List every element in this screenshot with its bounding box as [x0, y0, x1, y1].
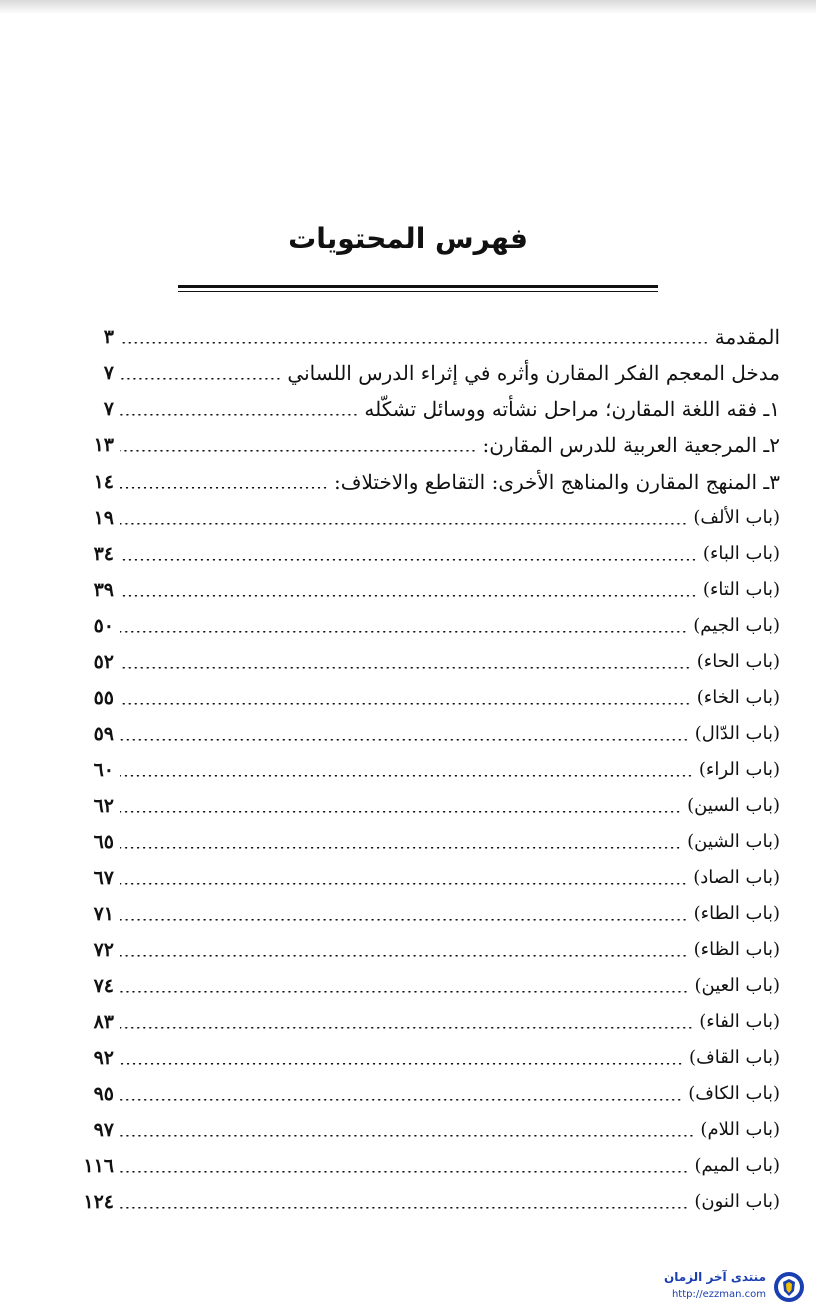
dot-leader [120, 775, 693, 777]
toc-row [62, 753, 780, 783]
toc-row [62, 1113, 780, 1143]
toc-page-number: ١٢٤ [83, 1191, 114, 1213]
toc-entry-label: (باب الخاء) [696, 687, 780, 708]
toc-row [62, 1185, 780, 1215]
dot-leader [120, 991, 688, 993]
dot-leader [120, 523, 687, 525]
toc-page-number: ١٤ [93, 471, 114, 493]
dot-leader [120, 414, 358, 416]
toc-entry-label: (باب الشين) [687, 831, 780, 852]
toc-page-number: ٣ [103, 326, 114, 348]
dot-leader [120, 595, 697, 597]
dot-leader [120, 450, 476, 452]
toc-row [62, 681, 780, 711]
toc-entry-label: (باب القاف) [689, 1047, 780, 1068]
dot-leader [120, 703, 691, 705]
toc-page-number: ٦٧ [93, 867, 114, 889]
toc-entry-label: (باب الطاء) [693, 903, 780, 924]
toc-page-number: ١٩ [93, 507, 114, 529]
dot-leader [120, 811, 681, 813]
toc-page-number: ٨٣ [93, 1011, 114, 1033]
toc-entry-label: (باب الصاد) [693, 867, 780, 888]
toc-entry-label: المقدمة [714, 325, 780, 349]
toc-row [62, 501, 780, 531]
toc-page-number: ١٣ [93, 434, 114, 456]
toc-page-number: ٧٢ [93, 939, 114, 961]
toc-page-number: ٧٤ [93, 975, 114, 997]
dot-leader [120, 559, 697, 561]
toc-page-number: ٣٩ [93, 579, 114, 601]
dot-leader [120, 1063, 683, 1065]
toc-entry-label: (باب الدّال) [694, 723, 780, 744]
toc-row [62, 897, 780, 927]
toc-entry-label: (باب التاء) [702, 579, 780, 600]
toc-row [62, 789, 780, 819]
dot-leader [120, 487, 328, 489]
toc-page-number: ٧ [103, 362, 114, 384]
toc-page-number: ٧١ [93, 903, 114, 925]
toc-row [62, 1149, 780, 1179]
toc-page-number: ١١٦ [83, 1155, 114, 1177]
toc-entry-label: (باب الفاء) [699, 1011, 780, 1032]
toc-page-number: ٥٢ [93, 651, 114, 673]
dot-leader [120, 378, 281, 380]
toc-entry-label: (باب العين) [694, 975, 780, 996]
toc-entry-label: (باب الكاف) [688, 1083, 780, 1104]
toc-row [62, 537, 780, 567]
toc-entry-label: (باب الراء) [698, 759, 780, 780]
toc-entry-label: ٣ـ المنهج المقارن والمناهج الأخرى: التقاطع والاختلاف: [334, 470, 780, 494]
toc-entry-label: (باب الحاء) [696, 651, 780, 672]
toc-page-number: ٩٥ [93, 1083, 114, 1105]
dot-leader [120, 342, 709, 344]
dot-leader [120, 1135, 694, 1137]
toc-page-number: ٩٧ [93, 1119, 114, 1141]
toc-entry-label: (باب اللام) [700, 1119, 780, 1140]
toc-entry-label: ١ـ فقه اللغة المقارن؛ مراحل نشأته ووسائل تشكّله [364, 397, 780, 421]
dot-leader [120, 1027, 693, 1029]
toc-row [62, 320, 780, 350]
watermark-url: http://ezzman.com [671, 1289, 766, 1300]
dot-leader [120, 631, 687, 633]
toc-row [62, 1005, 780, 1035]
dot-leader [120, 1207, 688, 1209]
toc-entry-label: مدخل المعجم الفكر المقارن وأثره في إثراء الدرس اللساني [287, 361, 780, 385]
dot-leader [120, 1099, 682, 1101]
toc-row [62, 573, 780, 603]
title-rule-thin [178, 291, 658, 292]
toc-page-number: ٣٤ [93, 543, 114, 565]
toc-page-number: ٦٢ [93, 795, 114, 817]
toc-page-number: ٥٥ [93, 687, 114, 709]
dot-leader [120, 667, 691, 669]
toc-entry-label: (باب الألف) [693, 507, 780, 528]
toc-entry-label: (باب الظاء) [693, 939, 780, 960]
toc-entry-label: (باب النون) [694, 1191, 780, 1212]
page-title: فهرس المحتويات [288, 222, 528, 255]
toc-page-number: ٧ [103, 398, 114, 420]
dot-leader [120, 883, 687, 885]
dot-leader [120, 1171, 688, 1173]
toc-row [62, 645, 780, 675]
title-rule-thick [178, 285, 658, 288]
toc-row [62, 465, 780, 495]
dot-leader [120, 955, 688, 957]
toc-entry-label: (باب الميم) [694, 1155, 780, 1176]
toc-row [62, 1077, 780, 1107]
toc-row [62, 969, 780, 999]
toc-page-number: ٥٩ [93, 723, 114, 745]
toc-entry-label: (باب الجيم) [693, 615, 780, 636]
toc-row [62, 356, 780, 386]
toc-page-number: ٥٠ [93, 615, 114, 637]
watermark-name: منتدى آخر الزمان [664, 1270, 766, 1284]
toc-row [62, 717, 780, 747]
toc-entry-label: ٢ـ المرجعية العربية للدرس المقارن: [482, 433, 780, 457]
dot-leader [120, 919, 688, 921]
toc-row [62, 861, 780, 891]
toc-entry-label: (باب السين) [687, 795, 780, 816]
dot-leader [120, 739, 689, 741]
toc-row [62, 609, 780, 639]
toc-row [62, 933, 780, 963]
toc-row [62, 392, 780, 422]
toc-page-number: ٩٢ [93, 1047, 114, 1069]
toc-page-number: ٦٥ [93, 831, 114, 853]
shield-logo-icon [772, 1270, 806, 1304]
toc-entry-label: (باب الباء) [702, 543, 780, 564]
forum-watermark [630, 1268, 810, 1308]
toc-row [62, 825, 780, 855]
dot-leader [120, 847, 681, 849]
toc-row [62, 428, 780, 458]
toc-page-number: ٦٠ [93, 759, 114, 781]
toc-row [62, 1041, 780, 1071]
